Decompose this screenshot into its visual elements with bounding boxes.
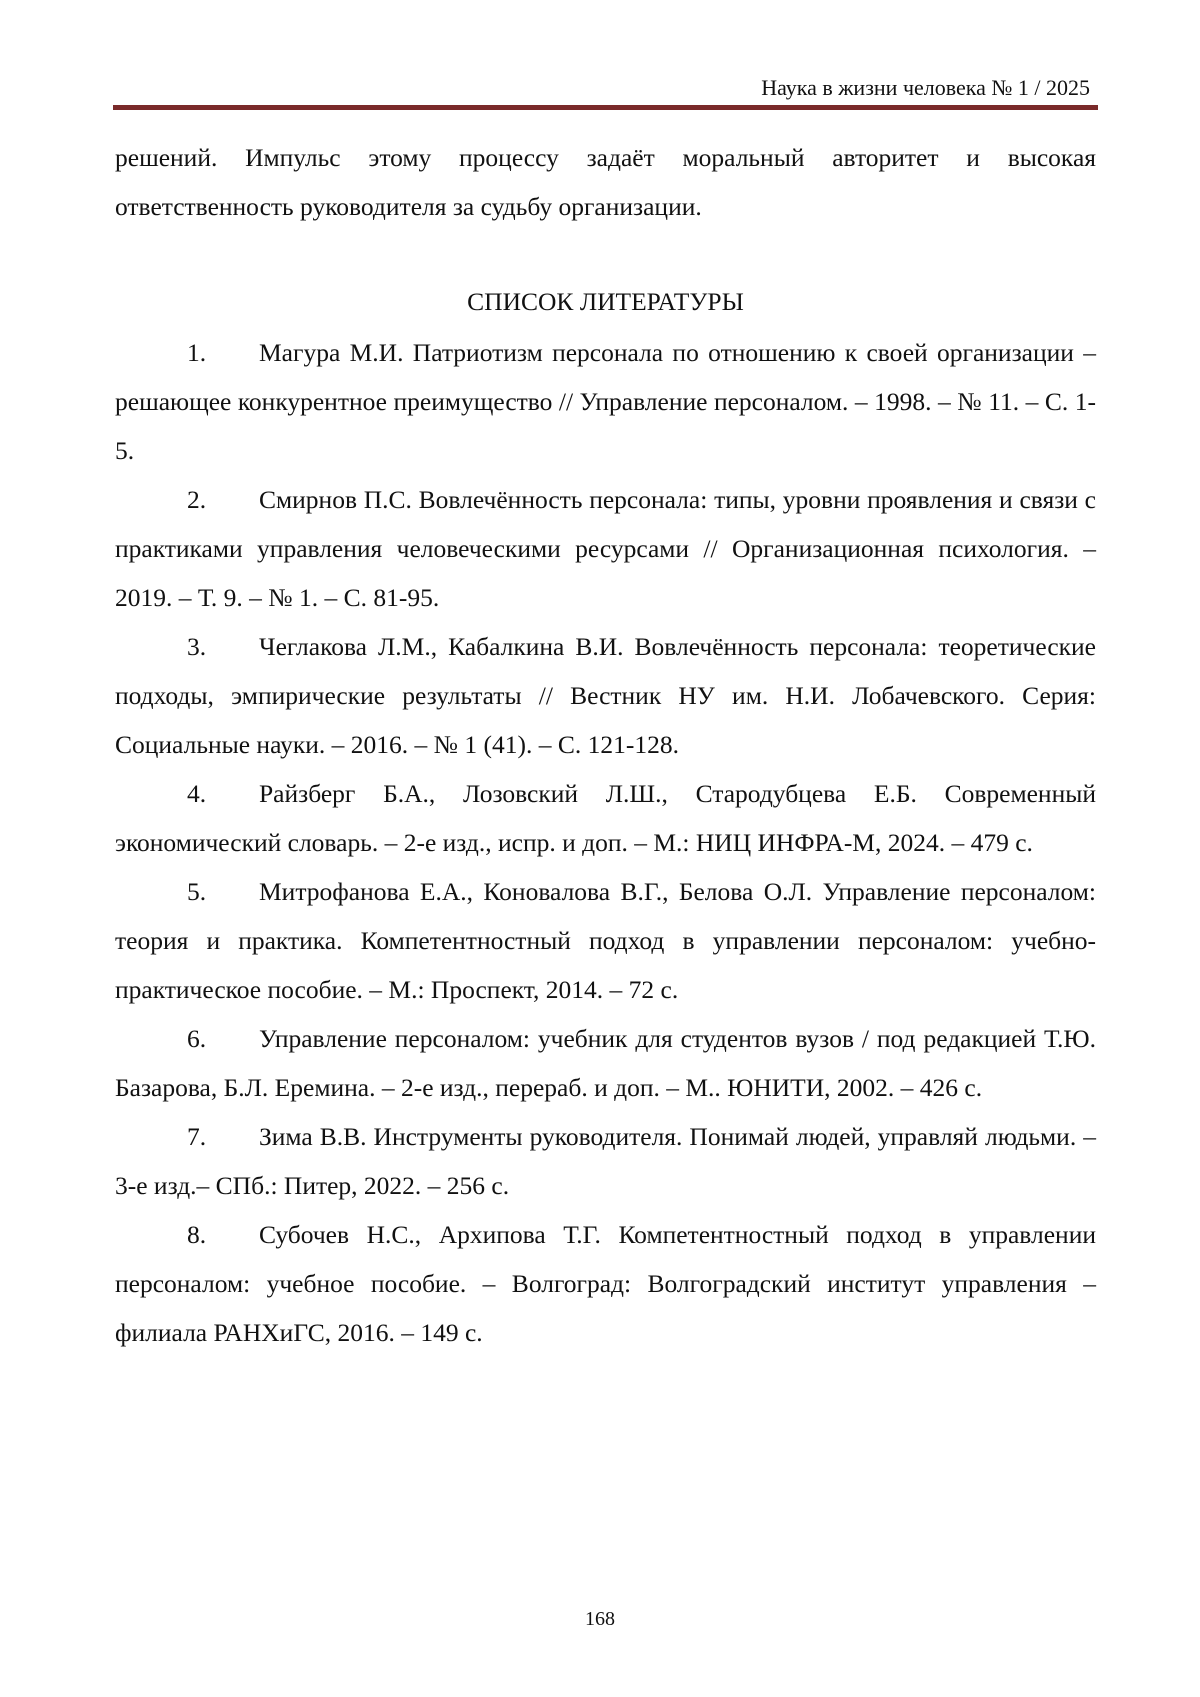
- reference-number: 7.: [187, 1122, 207, 1151]
- page-content: [115, 133, 1096, 1357]
- reference-text: Зима В.В. Инструменты руководителя. Понимай людей, управляй людьми. – 3-е изд.– СПб.: Питер, 2022. – 256 с.: [115, 1122, 1096, 1200]
- reference-text: Чеглакова Л.М., Кабалкина В.И. Вовлечённость персонала: теоретические подходы, эмпирические результаты // Вестник НУ им. Н.И. Лобачевского. Серия: Социальные науки. – 2016. – № 1 (41). – С. 121-128.: [115, 632, 1096, 759]
- reference-number: 1.: [187, 338, 207, 367]
- reference-list: [115, 328, 1096, 1357]
- reference-text: Магура М.И. Патриотизм персонала по отношению к своей организации – решающее конкурентное преимущество // Управление персоналом. – 1998. – № 11. – С. 1-5.: [115, 338, 1096, 465]
- reference-number: 5.: [187, 877, 207, 906]
- references-title: СПИСОК ЛИТЕРАТУРЫ: [467, 287, 744, 316]
- reference-number: 4.: [187, 779, 207, 808]
- running-header: Наука в жизни человека № 1 / 2025: [761, 75, 1090, 100]
- reference-text: Субочев Н.С., Архипова Т.Г. Компетентностный подход в управлении персоналом: учебное пособие. – Волгоград: Волгоградский институт управления – филиала РАНХиГС, 2016. – 149 с.: [115, 1220, 1096, 1347]
- reference-number: 2.: [187, 485, 207, 514]
- reference-text: Митрофанова Е.А., Коновалова В.Г., Белова О.Л. Управление персоналом: теория и практика. Компетентностный подход в управлении персоналом: учебно-практическое пособие. – М.: Проспект, 2014. – 72 с.: [115, 877, 1096, 1004]
- reference-text: Смирнов П.С. Вовлечённость персонала: типы, уровни проявления и связи с практиками управления человеческими ресурсами // Организационная психология. – 2019. – Т. 9. – № 1. – С. 81-95.: [115, 485, 1096, 612]
- reference-item: [115, 1112, 1096, 1210]
- reference-text: Управление персоналом: учебник для студентов вузов / под редакцией Т.Ю. Базарова, Б.Л. Еремина. – 2-е изд., перераб. и доп. – М.. ЮНИТИ, 2002. – 426 с.: [115, 1024, 1096, 1102]
- reference-item: [115, 622, 1096, 769]
- reference-item: [115, 1014, 1096, 1112]
- reference-item: [115, 475, 1096, 622]
- reference-item: [115, 328, 1096, 475]
- reference-item: [115, 769, 1096, 867]
- reference-item: [115, 1210, 1096, 1357]
- reference-number: 6.: [187, 1024, 207, 1053]
- continuation-paragraph: решений. Импульс этому процессу задаёт моральный авторитет и высокая ответственность руководителя за судьбу организации.: [115, 143, 1096, 221]
- reference-number: 8.: [187, 1220, 207, 1249]
- page-number: 168: [585, 1608, 615, 1630]
- reference-text: Райзберг Б.А., Лозовский Л.Ш., Стародубцева Е.Б. Современный экономический словарь. – 2-е изд., испр. и доп. – М.: НИЦ ИНФРА-М, 2024. – 479 с.: [115, 779, 1096, 857]
- header-divider: [113, 105, 1098, 110]
- reference-item: [115, 867, 1096, 1014]
- reference-number: 3.: [187, 632, 207, 661]
